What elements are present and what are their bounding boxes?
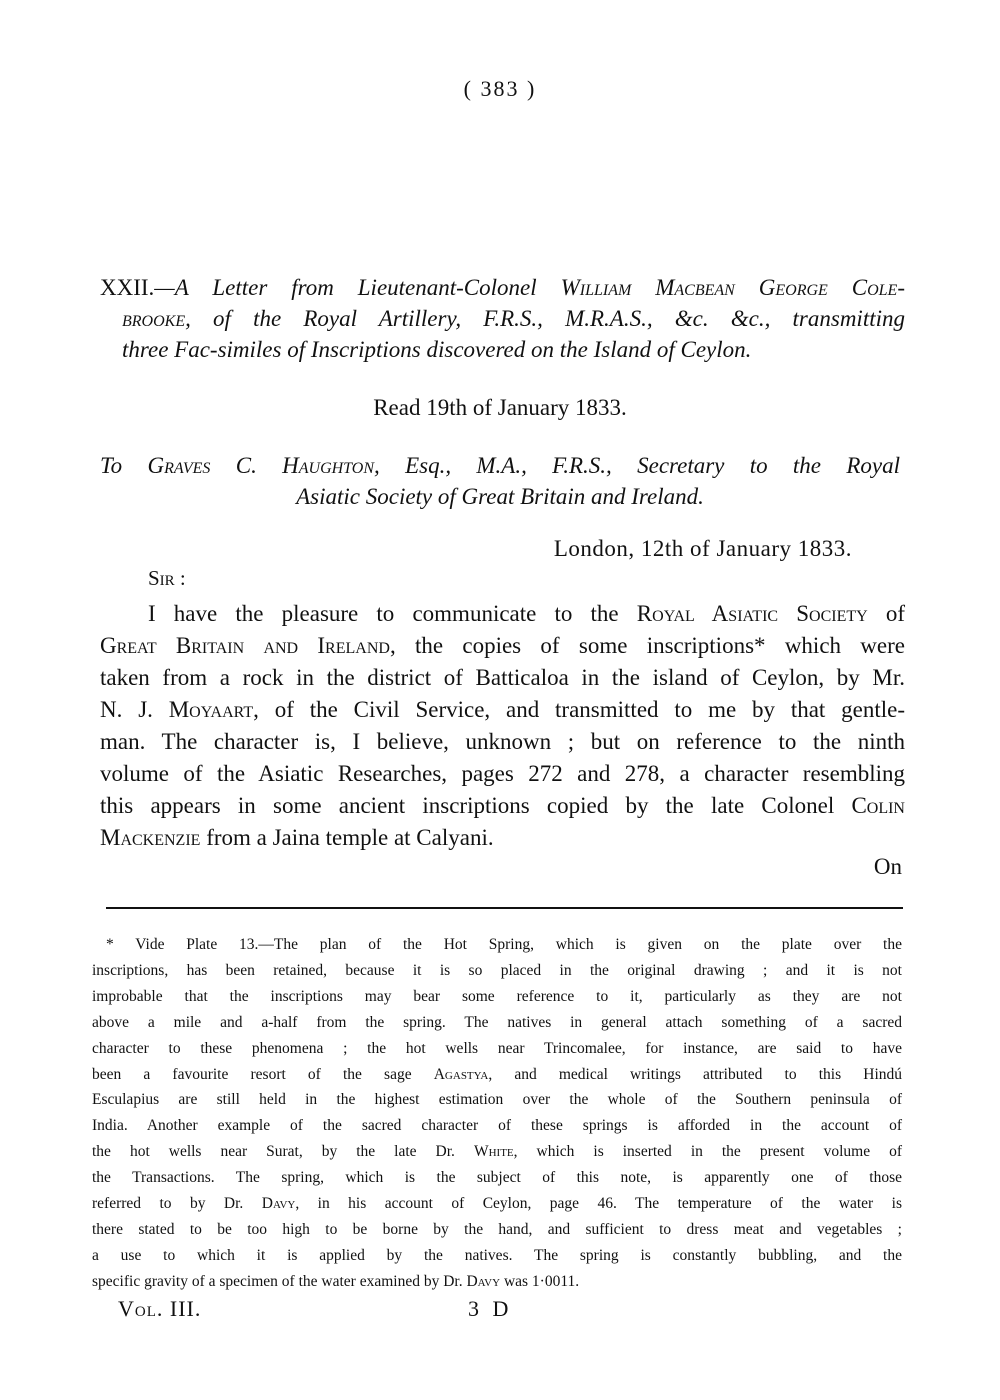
title-line-2: brooke, of the Royal Artillery, F.R.S., M.R.A.S., &c. &c., transmitting [122, 306, 905, 331]
read-date: Read 19th of January 1833. [373, 395, 627, 420]
footnote-line: inscriptions, has been retained, because it is so placed in the original drawing ; and it is not [92, 961, 902, 979]
footnote-line: specific gravity of a specimen of the water examined by Dr. Davy was 1·0011. [92, 1272, 580, 1290]
body-line: Mackenzie from a Jaina temple at Calyani. [100, 825, 494, 850]
salutation: Sir : [148, 566, 186, 590]
footnote-line: * Vide Plate 13.—The plan of the Hot Spring, which is given on the plate over the [106, 936, 902, 953]
dateline: London, 12th of January 1833. [553, 536, 852, 561]
article-title [100, 272, 905, 365]
footnote-line: India. Another example of the sacred character of these springs is afforded in the account of [92, 1117, 902, 1135]
body-line: this appears in some ancient inscriptions copied by the late Colonel Colin [100, 793, 905, 818]
footnote-line: referred to by Dr. Davy, in his account of Ceylon, page 46. The temperature of the water is [92, 1195, 902, 1213]
footnote [92, 932, 902, 1295]
addressee-line-2: Asiatic Society of Great Britain and Ireland. [296, 484, 704, 509]
catchword: On [873, 854, 902, 879]
footnote-line: Esculapius are still held in the highest estimation over the whole of the Southern peninsula of [92, 1091, 902, 1109]
body-line: man. The character is, I believe, unknown ; but on reference to the ninth [100, 729, 905, 754]
addressee-name: Graves C. Haughton [147, 453, 375, 478]
footnote-line: the Transactions. The spring, which is the subject of this note, is apparently one of those [92, 1169, 902, 1187]
body-line: Great Britain and Ireland, the copies of some inscriptions* which were [100, 633, 905, 658]
author-name-continued: brooke [122, 306, 186, 331]
addressee [100, 450, 900, 512]
footnote-line: a use to which it is applied by the natives. The spring is constantly bubbling, and the [92, 1246, 902, 1264]
letter-body [100, 598, 905, 854]
footnote-line: character to these phenomena ; the hot wells near Trincomalee, for instance, are said to have [92, 1039, 902, 1057]
body-line: taken from a rock in the district of Batticaloa in the island of Ceylon, by Mr. [100, 665, 905, 690]
footnote-line: been a favourite resort of the sage Agastya, and medical writings attributed to this Hindú [92, 1065, 903, 1083]
signature-mark: 3 D [468, 1296, 513, 1321]
title-line-1: XXII.—A Letter from Lieutenant-Colonel William Macbean George Cole- [100, 275, 905, 300]
page-number: ( 383 ) [463, 76, 537, 101]
footnote-line: the hot wells near Surat, by the late Dr. White, which is inserted in the present volume of [92, 1143, 902, 1161]
title-line-3: three Fac-similes of Inscriptions discovered on the Island of Ceylon. [122, 337, 752, 362]
footnote-divider [106, 907, 903, 909]
addressee-line-1: To Graves C. Haughton, Esq., M.A., F.R.S., Secretary to the Royal [100, 453, 900, 478]
body-line: I have the pleasure to communicate to the Royal Asiatic Society of [148, 601, 905, 626]
author-name: William Macbean George Cole- [560, 275, 905, 300]
article-number: XXII. [100, 275, 155, 300]
footnote-line: above a mile and a-half from the spring. The natives in general attach something of a sacred [92, 1013, 902, 1031]
footnote-line: improbable that the inscriptions may bear some reference to it, particularly as they are not [92, 987, 902, 1005]
body-line: N. J. Moyaart, of the Civil Service, and transmitted to me by that gentle- [100, 697, 906, 722]
volume-label: Vol. III. [118, 1296, 202, 1321]
footnote-line: there stated to be too high to be borne by the hand, and sufficient to dress meat and vegetables ; [92, 1220, 902, 1238]
body-line: volume of the Asiatic Researches, pages 272 and 278, a character resembling [100, 761, 905, 786]
